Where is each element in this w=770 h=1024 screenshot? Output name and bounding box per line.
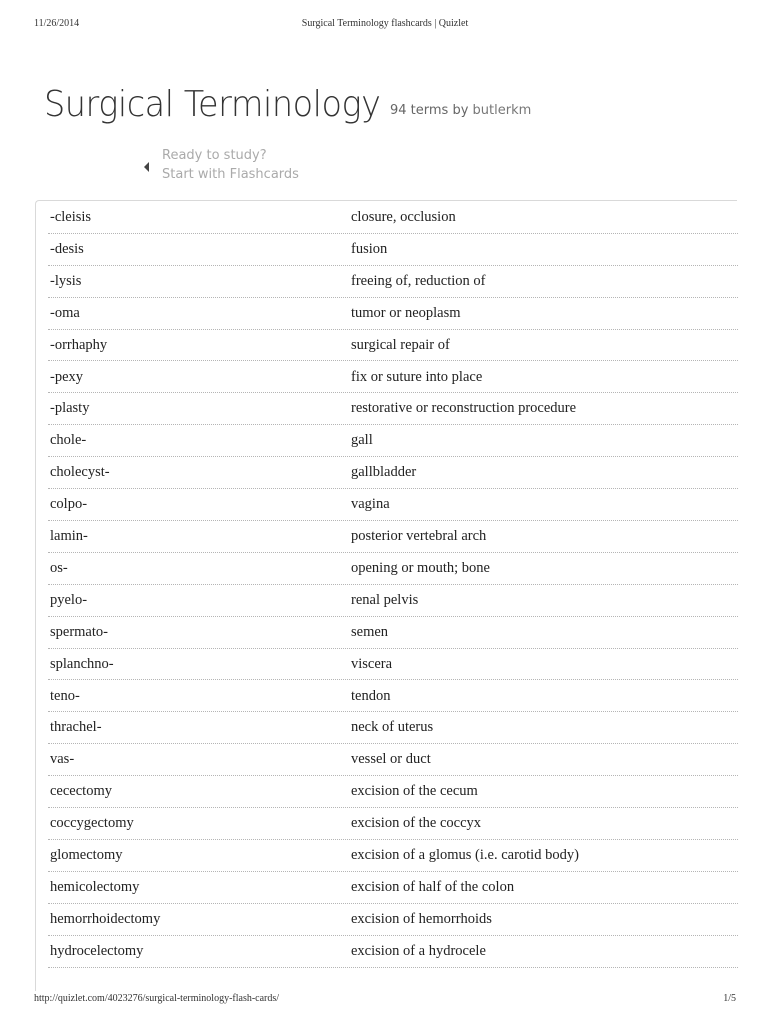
term-definition: neck of uterus [351, 719, 434, 736]
term-word: hemorrhoidectomy [50, 910, 161, 927]
term-row [48, 648, 738, 681]
term-definition: surgical repair of [351, 336, 450, 353]
term-word: -orrhaphy [50, 336, 108, 353]
term-word: colpo- [50, 496, 88, 513]
term-definition: tumor or neoplasm [351, 304, 461, 321]
term-definition: closure, occlusion [351, 209, 456, 225]
term-row [48, 265, 738, 298]
term-row [48, 935, 738, 968]
term-definition: tendon [351, 687, 391, 704]
term-word: splanchno- [50, 655, 114, 672]
term-definition: opening or mouth; bone [351, 559, 490, 576]
term-meta [390, 103, 531, 118]
term-definition: renal pelvis [351, 591, 419, 608]
term-row [48, 616, 738, 649]
term-row [48, 201, 738, 234]
term-row [48, 520, 738, 553]
term-definition: excision of a hydrocele [351, 942, 486, 959]
print-footer [34, 993, 736, 1007]
term-row [48, 424, 738, 457]
term-row [48, 680, 738, 713]
term-word: vas- [50, 751, 75, 768]
term-count: 94 terms by [390, 103, 469, 118]
term-definition: fusion [351, 240, 388, 257]
term-row [48, 871, 738, 904]
author-link[interactable]: butlerkm [472, 103, 532, 118]
term-row [48, 584, 738, 617]
term-definition: vagina [351, 496, 390, 513]
term-row [48, 392, 738, 425]
term-word: cecectomy [50, 783, 112, 800]
term-row [48, 552, 738, 585]
term-row [48, 488, 738, 521]
term-row [48, 329, 738, 362]
term-row [48, 903, 738, 936]
term-word: pyelo- [50, 591, 88, 608]
term-row [48, 807, 738, 840]
term-definition: posterior vertebral arch [351, 528, 487, 544]
term-word: -plasty [50, 400, 90, 417]
term-word: -desis [50, 240, 84, 257]
set-header [44, 84, 744, 134]
print-page-number: 1/5 [723, 993, 736, 1004]
term-definition: freeing of, reduction of [351, 272, 486, 289]
term-word: hemicolectomy [50, 878, 140, 895]
term-definition: semen [351, 623, 389, 640]
term-row [48, 233, 738, 266]
term-row [48, 839, 738, 872]
term-definition: excision of a glomus (i.e. carotid body) [351, 847, 579, 863]
study-prompt-question: Ready to study? [162, 148, 267, 163]
term-definition: viscera [351, 655, 393, 672]
print-url: http://quizlet.com/4023276/surgical-terminology-flash-cards/ [34, 993, 280, 1004]
term-row [48, 361, 738, 394]
term-word: teno- [50, 687, 80, 704]
term-word: -lysis [50, 272, 82, 289]
term-word: lamin- [50, 528, 88, 544]
term-word: -pexy [50, 368, 84, 385]
flashcards-link[interactable]: Start with Flashcards [162, 166, 299, 182]
term-word: spermato- [50, 623, 108, 640]
term-row [48, 456, 738, 489]
term-row [48, 743, 738, 776]
term-word: -oma [50, 304, 80, 321]
term-definition: gall [351, 432, 373, 449]
term-definition: vessel or duct [351, 751, 431, 768]
term-row [48, 297, 738, 330]
term-definition: excision of the cecum [351, 783, 478, 800]
print-doc-title: Surgical Terminology flashcards | Quizlet [301, 18, 469, 29]
term-definition: gallbladder [351, 464, 417, 481]
term-word: os- [50, 559, 68, 576]
term-word: chole- [50, 432, 87, 449]
term-word: -cleisis [50, 209, 92, 225]
page-title: Surgical Terminology [44, 84, 381, 125]
term-word: hydrocelectomy [50, 942, 144, 959]
term-definition: excision of half of the colon [351, 878, 515, 895]
print-date: 11/26/2014 [34, 18, 80, 29]
term-definition: fix or suture into place [351, 368, 483, 385]
term-definition: restorative or reconstruction procedure [351, 400, 577, 417]
print-header [34, 18, 736, 32]
term-word: coccygectomy [50, 815, 134, 832]
term-word: cholecyst- [50, 464, 110, 481]
term-definition: excision of hemorrhoids [351, 910, 492, 927]
term-row [48, 775, 738, 808]
term-definition: excision of the coccyx [351, 815, 482, 832]
terms-list [35, 200, 737, 991]
term-row [48, 711, 738, 744]
term-word: glomectomy [50, 847, 123, 863]
arrow-left-icon [144, 162, 149, 172]
term-word: thrachel- [50, 719, 102, 736]
